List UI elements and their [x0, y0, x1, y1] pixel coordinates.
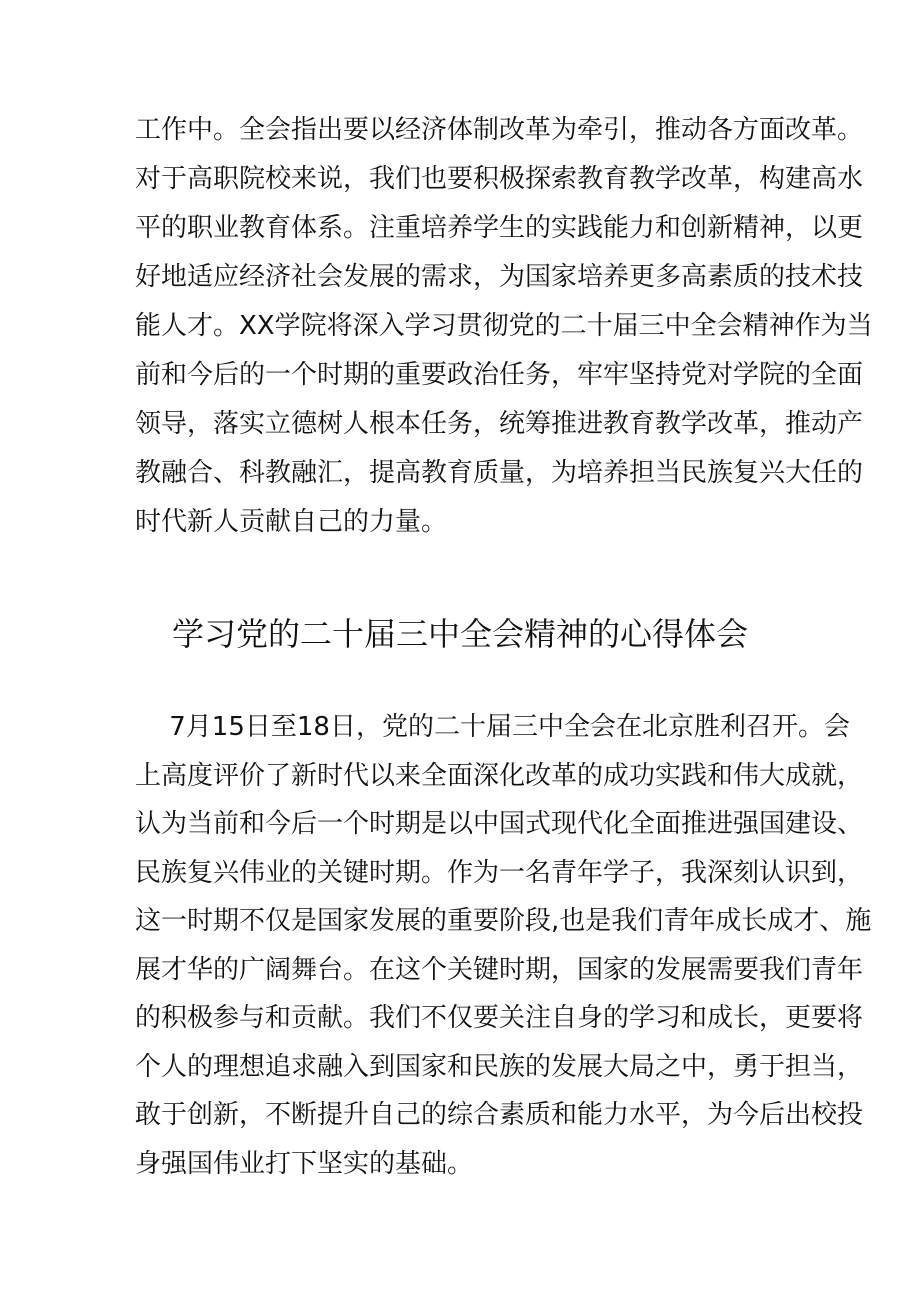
text-line: 认为当前和今后一个时期是以中国式现代化全面推进强国建设、: [135, 809, 864, 839]
text-line: 身强国伟业打下坚实的基础。: [135, 1149, 474, 1179]
text-line: 能人才。XX学院将深入学习贯彻党的二十届三中全会精神作为当: [135, 311, 873, 341]
text-line: 教融合、科教融汇，提高教育质量，为培养担当民族复兴大任的: [135, 458, 864, 488]
text-line: 民族复兴伟业的关键时期。作为一名青年学子，我深刻认识到，: [135, 858, 864, 888]
text-line: 的积极参与和贡献。我们不仅要关注自身的学习和成长，更要将: [135, 1003, 864, 1033]
text-line: 这一时期不仅是国家发展的重要阶段,也是我们青年成长成才、施: [135, 906, 872, 936]
text-line: 好地适应经济社会发展的需求，为国家培养更多高素质的技术技: [135, 262, 864, 292]
text-line: 平的职业教育体系。注重培养学生的实践能力和创新精神，以更: [135, 213, 864, 243]
text-line: 时代新人贡献自己的力量。: [135, 507, 448, 537]
text-line: 敢于创新，不断提升自己的综合素质和能力水平，为今后出校投: [135, 1100, 864, 1130]
text-line: 个人的理想追求融入到国家和民族的发展大局之中，勇于担当，: [135, 1052, 864, 1082]
text-line: 对于高职院校来说，我们也要积极探索教育教学改革，构建高水: [135, 164, 864, 194]
text-line: 工作中。全会指出要以经济体制改革为牵引，推动各方面改革。: [135, 115, 864, 145]
text-line: 上高度评价了新时代以来全面深化改革的成功实践和伟大成就，: [135, 761, 864, 791]
section-title: 学习党的二十届三中全会精神的心得体会: [171, 615, 748, 653]
text-line: 展才华的广阔舞台。在这个关键时期，国家的发展需要我们青年: [135, 955, 864, 985]
text-line: 前和今后的一个时期的重要政治任务，牢牢坚持党对学院的全面: [135, 360, 864, 390]
text-line: 领导，落实立德树人根本任务，统筹推进教育教学改革，推动产: [135, 409, 864, 439]
text-line: 7月15日至18日，党的二十届三中全会在北京胜利召开。会: [135, 712, 850, 742]
